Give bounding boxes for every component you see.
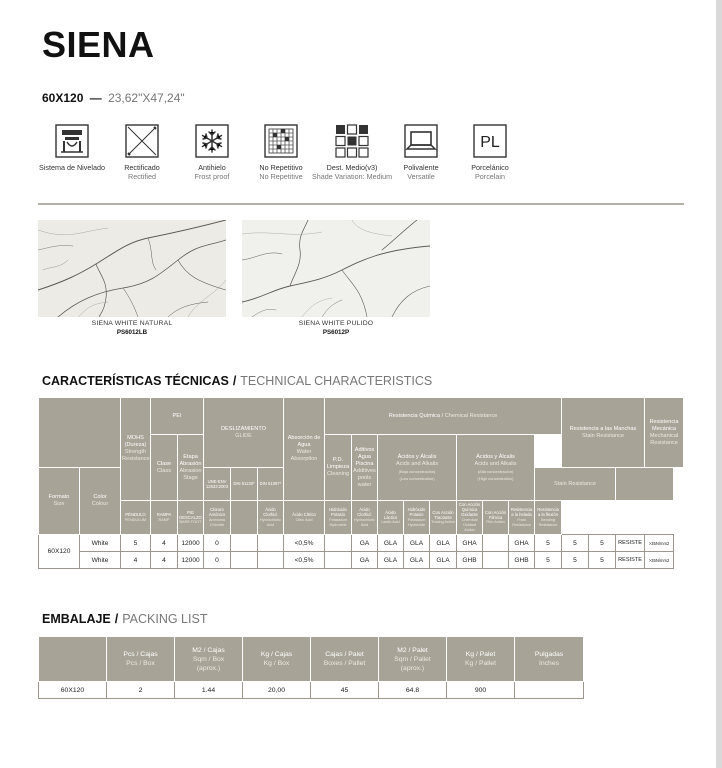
format-metric: 60X120 (42, 91, 84, 105)
header-flex: Resistencia a la flexión Bending Resistance (535, 501, 562, 535)
table-row (39, 682, 584, 699)
cell-pendulum: 0 (204, 535, 231, 552)
feature-label-en: Versatile (407, 172, 435, 181)
cell-low-koh: GLA (430, 552, 457, 569)
feature-label: Dest. Medio(v3) (326, 163, 378, 172)
cell-pei-stage: 12000 (178, 535, 204, 552)
header-lactic: Ácido Láctico Lactic Acid (378, 501, 404, 535)
header-blank (39, 398, 121, 468)
cell-mohs: 4 (121, 552, 151, 569)
packing-header: M2 / Cajas Sqm / Box (aprox.) (175, 637, 243, 682)
cell-mohs: 5 (121, 535, 151, 552)
cell-flex: >35N/mm2 (645, 552, 674, 569)
cell-low-citric: GLA (404, 535, 430, 552)
cell-low-citric: GLA (404, 552, 430, 569)
feature-label-en: Frost proof (194, 172, 230, 181)
cell-high-koh: GHB (509, 552, 535, 569)
table-row (39, 552, 684, 569)
cell-stain-green: 5 (535, 535, 562, 552)
cell-pool: GA (352, 535, 378, 552)
leveling-system-icon (55, 124, 89, 158)
packing-header: Pulgadas Inches (515, 637, 584, 682)
cell-barefoot (258, 552, 284, 569)
header-slip-din2: DIN 51097* (258, 468, 284, 501)
cell-pei-class: 4 (151, 552, 178, 569)
cell-flex: >35N/mm2 (645, 535, 674, 552)
feature-porcelain (450, 124, 530, 181)
packing-cell (515, 682, 584, 699)
packing-header: M2 / Palet Sqm / Pallet (aprox.) (379, 637, 447, 682)
cell-format: 60X120 (39, 535, 80, 569)
header-acids-low: Ácidos y Álcalis Acids and Alkalis (Baja concentración) (Low concentration) (378, 435, 457, 501)
header-mohs: MOHS (Dureza) Strength Resistance (121, 398, 151, 501)
cell-stain-film: 5 (589, 535, 616, 552)
packing-header: Kg / Cajas Kg / Box (243, 637, 311, 682)
header-class: Clase Class (151, 435, 178, 501)
header-green: Con Acción Tractante Tracing Action (430, 501, 457, 535)
header-ramp: RAMPA RAMP (151, 501, 178, 535)
header-pendulum: PÉNDULO PENDULUM (121, 501, 151, 535)
technical-section-title: CARACTERÍSTICAS TÉCNICAS / TECHNICAL CHARACTERISTICS (42, 374, 433, 388)
rectified-icon (125, 124, 159, 158)
feature-label-en: Rectified (128, 172, 156, 181)
feature-label: Polivalente (403, 163, 439, 172)
product-code: PS6012P (322, 329, 350, 336)
feature-shade (312, 124, 392, 181)
cell-high-lactic (483, 552, 509, 569)
header-slip-din1: DIN 51130* (231, 468, 258, 501)
packing-cell: 2 (107, 682, 175, 699)
cell-low-hcl: GLA (378, 535, 404, 552)
feature-no-repetitive (241, 124, 321, 181)
packing-title-es: EMBALAJE (42, 612, 111, 626)
header-color: Color Colour (80, 468, 121, 535)
cell-color: White (80, 552, 121, 569)
header-stain-summary: Stain Resistance (535, 468, 616, 501)
product-code: PS6012LB (116, 329, 148, 336)
cell-absorption: <0,5% (284, 535, 325, 552)
header-chloride: Cloruro Amónico Ammonia Chloride (204, 501, 231, 535)
packing-header: Cajas / Palet Boxes / Pallet (311, 637, 379, 682)
cell-pool: GA (352, 552, 378, 569)
feature-icons (36, 124, 536, 188)
packing-header (39, 637, 107, 682)
cell-pd (325, 535, 352, 552)
cell-absorption: <0,5% (284, 552, 325, 569)
cell-pei-stage: 12000 (178, 552, 204, 569)
porcelain-icon (473, 124, 507, 158)
cell-stain-green: 5 (535, 552, 562, 569)
cell-stain-oxid: 5 (562, 552, 589, 569)
technical-table (38, 397, 684, 569)
feature-versatile (381, 124, 461, 181)
feature-label-en: No Repetitive (259, 172, 303, 181)
packing-header: Pcs / Cajas Pcs / Box (107, 637, 175, 682)
feature-label: Antihielo (198, 163, 226, 172)
cell-stain-oxid: 5 (562, 535, 589, 552)
cell-frost: RESISTE (616, 535, 645, 552)
shade-variation-icon (335, 124, 369, 158)
product-title: SIENA (42, 24, 155, 65)
header-pool: Aditivos Agua Piscina Additives pools water (352, 435, 378, 501)
packing-cell: 64.8 (379, 682, 447, 699)
feature-label: Rectificado (124, 163, 160, 172)
cell-frost: RESISTE (616, 552, 645, 569)
header-barefoot: PIE DESCALZO BARE FOOT (178, 501, 204, 535)
swatch-polished (242, 220, 430, 317)
header-pei: PEI (151, 398, 204, 435)
header-koh: Hidróxido Potasio Potassium Hydroxide (325, 501, 352, 535)
header-mechanical: Resistencia Mecánica Mechanical Resistance (645, 398, 684, 468)
packing-cell: 1.44 (175, 682, 243, 699)
packing-section-title: EMBALAJE / PACKING LIST (42, 612, 208, 626)
packing-cell: 900 (447, 682, 515, 699)
no-repetitive-icon (264, 124, 298, 158)
packing-header-row (39, 637, 584, 682)
header-chemical: Resistencia Química / Chemical Resistance (325, 398, 562, 435)
packing-cell: 60X120 (39, 682, 107, 699)
header-mech-blank (616, 468, 674, 501)
cell-pei-class: 4 (151, 535, 178, 552)
feature-leveling (32, 124, 112, 172)
header-frost: Resistencia a la helada Frost Resistance (509, 501, 535, 535)
header-stains: Resistencia a las Manchas Stain Resistance (562, 398, 645, 468)
porcelain-glyph: PL (480, 134, 500, 151)
cell-high-hcl: GHA (457, 535, 483, 552)
technical-title-es: CARACTERÍSTICAS TÉCNICAS (42, 374, 229, 388)
swatch-polished-caption (242, 320, 430, 336)
feature-label: Sistema de Nivelado (39, 163, 105, 172)
format-imperial: 23,62"X47,24" (108, 91, 185, 105)
feature-label-en: Porcelain (475, 172, 505, 181)
header-hcl: Ácido Clorhid. Hydrochloric Acid (258, 501, 284, 535)
header-koh2: Hidróxido Potasio Potassium Hydroxide (404, 501, 430, 535)
feature-label: Porcelánico (471, 163, 509, 172)
packing-cell: 20,00 (243, 682, 311, 699)
cell-ramp (231, 535, 258, 552)
cell-high-koh: GHA (509, 535, 535, 552)
header-oxid: Con Acción Química Oxidante Chemical Oxidant Action (457, 501, 483, 535)
product-name: SIENA WHITE PULIDO (298, 320, 374, 327)
frost-proof-icon (195, 124, 229, 158)
feature-label: No Repetitivo (259, 163, 303, 172)
format-line: 60X120 — 23,62"X47,24" (42, 91, 185, 105)
header-format: Formato Size (39, 468, 80, 535)
header-citric: Ácido Cítrico Citric Acid (284, 501, 325, 535)
table-row (39, 535, 684, 552)
cell-low-koh: GLA (430, 535, 457, 552)
cell-barefoot (258, 535, 284, 552)
cell-pd (325, 552, 352, 569)
header-film: Con Acción Fílmica Film Action (483, 501, 509, 535)
header-slip-une: UNE-ENV 12633:2003 (204, 468, 231, 501)
header-absorption: Absorción de Agua Water Absorption (284, 398, 325, 501)
cell-stain-film: 5 (589, 552, 616, 569)
header-slip: DESLIZAMIENTO GLIDE (204, 398, 284, 468)
packing-header: Kg / Palet Kg / Pallet (447, 637, 515, 682)
swatch-natural-caption (38, 320, 226, 336)
divider-rule (38, 203, 684, 205)
technical-title-en: TECHNICAL CHARACTERISTICS (240, 374, 433, 388)
packing-cell: 45 (311, 682, 379, 699)
cell-high-lactic (483, 535, 509, 552)
feature-frost (172, 124, 252, 181)
feature-rectified (102, 124, 182, 181)
packing-title-en: PACKING LIST (122, 612, 208, 626)
cell-low-hcl: GLA (378, 552, 404, 569)
header-hcl2: Ácido Clorhid. Hydrochloric Acid (352, 501, 378, 535)
cell-high-hcl: GHB (457, 552, 483, 569)
cell-ramp (231, 552, 258, 569)
packing-table (38, 636, 584, 699)
header-acids-high: Ácidos y Álcalis Acids and Alkalis (Alta concentración) (High concentration) (457, 435, 535, 501)
header-pool-sub (231, 501, 258, 535)
cell-color: White (80, 535, 121, 552)
header-pd: P.D. Limpieza Cleaning (325, 435, 352, 501)
page-edge (716, 0, 722, 768)
product-name: SIENA WHITE NATURAL (91, 320, 173, 327)
swatch-natural (38, 220, 226, 317)
header-stage: Etapa Abrasión Abrasion Stage (178, 435, 204, 501)
cell-pendulum: 0 (204, 552, 231, 569)
feature-label-en: Shade Variation: Medium (312, 172, 393, 181)
versatile-icon (404, 124, 438, 158)
